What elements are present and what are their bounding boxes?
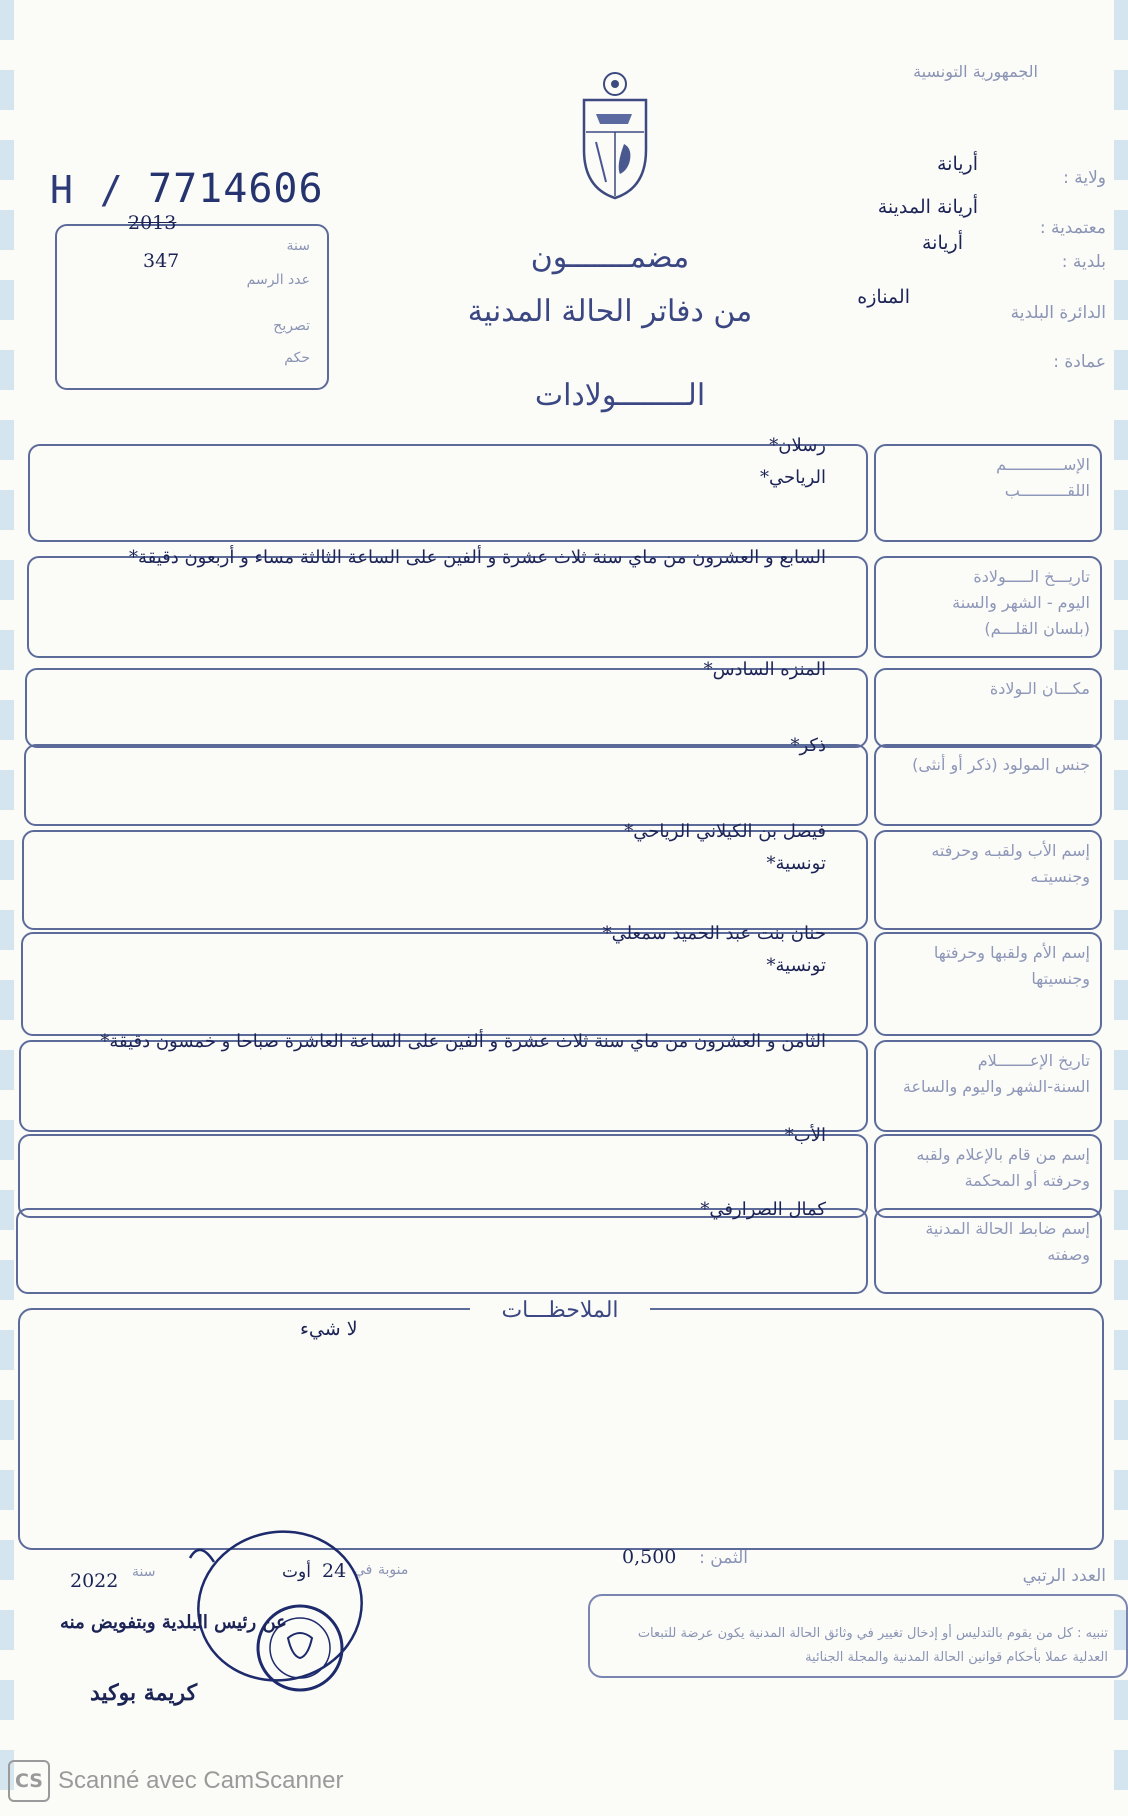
row-value: كمال الصرارفي*: [700, 1199, 826, 1220]
register-judgment-label: حكم: [284, 350, 310, 366]
row-value: حنان بنت عبد الحميد سمعلي* تونسية*: [602, 923, 826, 976]
serial-label: العدد الرتبي: [1022, 1566, 1106, 1586]
remarks-label: الملاحظـــات: [470, 1298, 650, 1323]
register-record-label: عدد الرسم: [246, 272, 310, 288]
row-label: إسم من قام بالإعلام ولقبه وحرفته أو المحكمة: [916, 1145, 1090, 1190]
camscanner-watermark: Scanné avec CamScanner: [58, 1767, 344, 1794]
register-record-value: 347: [143, 250, 180, 272]
row-value: ذكر*: [790, 735, 826, 756]
section-title: الــــــــولادات: [534, 378, 706, 413]
date-place: منوبة: [378, 1562, 409, 1578]
row-label: الإســــــــــــم اللقــــــــــب: [996, 455, 1090, 500]
row-value: المنزه السادس*: [703, 659, 826, 680]
year-value: 2022: [70, 1570, 119, 1592]
reference-number: 7714606: [148, 166, 324, 212]
row-label: تاريـــخ الـــــولادة اليوم - الشهر والسنة (بلسان القلـــم): [952, 567, 1090, 638]
register-year-label: سنة: [286, 238, 310, 254]
scan-edge-left: [0, 0, 14, 1816]
remarks-box: [18, 1308, 1104, 1550]
republic-heading: الجمهورية التونسية: [913, 62, 1038, 81]
row-value-box: [28, 444, 868, 542]
date-prefix: في: [354, 1562, 373, 1578]
row-label: إسم الأم ولقبها وحرفتها وجنسيتها: [933, 943, 1090, 988]
camscanner-logo-icon: CS: [8, 1760, 50, 1802]
official-stamp-icon: [160, 1520, 380, 1700]
title-line2: من دفاتر الحالة المدنية: [467, 294, 753, 329]
price-value: 0,500: [622, 1546, 677, 1568]
row-label: مكـــان الـولادة: [989, 679, 1090, 698]
row-value: فيصل بن الكيلاني الرياحي* تونسية*: [624, 821, 826, 874]
year-label: سنة: [132, 1564, 156, 1580]
row-label: إسم ضابط الحالة المدنية وصفته: [925, 1219, 1090, 1264]
row-value: السابع و العشرون من ماي سنة ثلاث عشرة و ألفين على الساعة الثالثة مساء و أربعون دقيقة*: [128, 547, 826, 568]
row-value: الأب*: [784, 1125, 826, 1146]
baladia-label: بلدية :: [1061, 252, 1106, 272]
row-label: تاريخ الإعـــــــلام السنة-الشهر واليوم والساعة: [902, 1051, 1090, 1096]
wilaya-label: ولاية :: [1063, 168, 1106, 188]
baladia-value: أريانة: [921, 232, 963, 254]
date-day: 24: [322, 1560, 347, 1582]
tunisia-emblem-icon: [572, 70, 658, 204]
scan-edge-right: [1114, 0, 1128, 1816]
price-label: الثمن :: [699, 1548, 748, 1568]
register-declaration-label: تصريح: [273, 318, 310, 334]
row-label: جنس المولود (ذكر أو أنثى): [912, 755, 1090, 774]
motamadia-label: معتمدية :: [1039, 218, 1106, 238]
daira-value: المنازه: [857, 286, 910, 308]
row-value: الثامن و العشرون من ماي سنة ثلاث عشرة و ألفين على الساعة العاشرة صباحا و خمسون دقيقة*: [100, 1031, 826, 1052]
warning-text: تنبيه : كل من يقوم بالتدليس أو إدخال تغيير في وثائق الحالة المدنية يكون عرضة للتبعات العدلية عملا بأحكام قوانين الحالة المدنية والمجلة الجنائية: [637, 1626, 1108, 1665]
wilaya-value: أريانة: [936, 153, 978, 175]
row-value-box: [24, 744, 869, 826]
daira-label: الدائرة البلدية: [1010, 303, 1106, 323]
reference-code: H /: [50, 168, 125, 212]
motamadia-value: أريانة المدينة: [877, 196, 978, 218]
remarks-value: لا شيء: [300, 1318, 358, 1340]
signatory-text: عن رئيس البلدية وبتفويض منه: [60, 1612, 287, 1633]
omada-label: عمادة :: [1053, 352, 1106, 372]
date-month: أوت: [282, 1562, 311, 1582]
register-year-value: 2013: [128, 212, 177, 234]
signature: كريمة بوكيد: [90, 1680, 198, 1706]
row-value: رسلان* الرياحي*: [759, 435, 826, 488]
row-label: إسم الأب ولقبـه وحرفته وجنسيتـه: [931, 841, 1090, 886]
title-line1: مضمـــــــون: [530, 240, 690, 275]
